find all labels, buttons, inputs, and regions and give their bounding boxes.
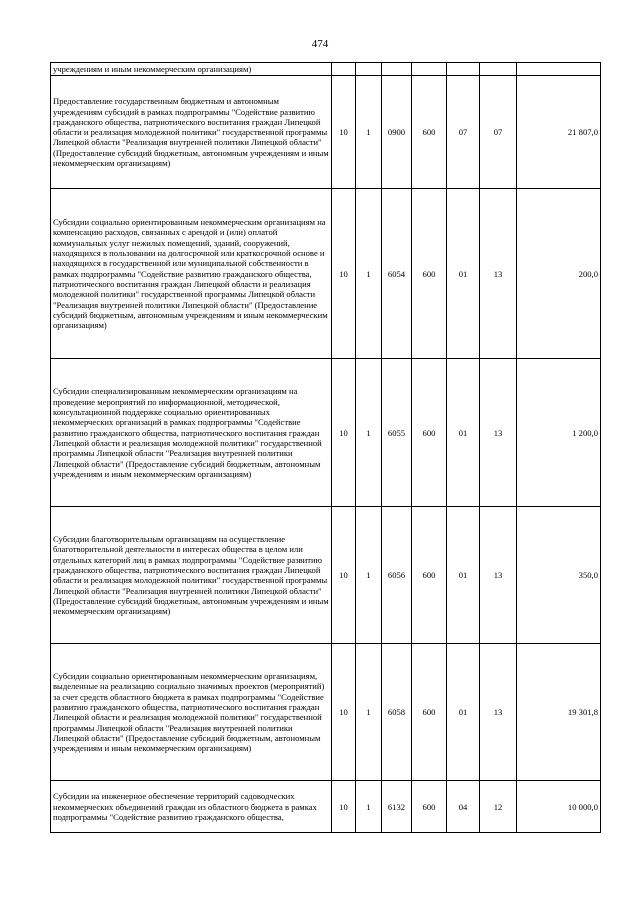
row-description: Субсидии благотворительным организациям на осуществление благотворительной деятельности в интересах общества в целом или отдельных категорий лиц в рамках подпрограммы "Содействие развитию гражданского общества, патриотического воспитания граждан Липецкой области и реализация молодежной политики" государственной программы Липецкой области "Реализация внутренней политики Липецкой области" (Предоставление субсидий бюджетным, автономным учреждениям и иным некоммерческим организациям) xyxy=(51,507,332,644)
cell-rz: 01 xyxy=(447,359,480,507)
row-description: Субсидии социально ориентированным некоммерческим организациям, выделенные на реализацию социально значимых проектов (мероприятий) за счет средств областного бюджета в рамках подпрограммы "Содействие развитию гражданского общества, патриотического воспитания граждан Липецкой области и реализация молодежной политики" государственной программы Липецкой области "Реализация внутренней политики Липецкой области" (Предоставление субсидий бюджетным, автономным учреждениям и иным некоммерческим организациям) xyxy=(51,644,332,781)
cell-code: 6132 xyxy=(382,781,412,833)
cell-amount xyxy=(517,63,601,76)
row-description: учреждениям и иным некоммерческим организациям) xyxy=(51,63,332,76)
cell-rz xyxy=(447,63,480,76)
cell-pz: 07 xyxy=(480,76,517,189)
cell-pr xyxy=(356,63,382,76)
cell-code: 6058 xyxy=(382,644,412,781)
cell-rz: 07 xyxy=(447,76,480,189)
budget-table xyxy=(50,62,601,833)
cell-rz: 01 xyxy=(447,644,480,781)
cell-vr xyxy=(412,63,447,76)
cell-pr: 1 xyxy=(356,781,382,833)
cell-vr: 600 xyxy=(412,507,447,644)
cell-pz: 13 xyxy=(480,507,517,644)
cell-rz: 04 xyxy=(447,781,480,833)
cell-code: 6056 xyxy=(382,507,412,644)
cell-pz: 13 xyxy=(480,644,517,781)
row-description: Предоставление государственным бюджетным и автономным учреждениям субсидий в рамках подпрограммы "Содействие развитию гражданского общества, патриотического воспитания граждан Липецкой области и реализация молодежной политики" государственной программы Липецкой области "Реализация внутренней политики Липецкой области" (Предоставление субсидий бюджетным, автономным учреждениям и иным некоммерческим организациям) xyxy=(51,76,332,189)
cell-vr: 600 xyxy=(412,76,447,189)
cell-rz: 01 xyxy=(447,507,480,644)
cell-pr: 1 xyxy=(356,507,382,644)
row-description: Субсидии на инженерное обеспечение территорий садоводческих некоммерческих объединений граждан из областного бюджета в рамках подпрограммы "Содействие развитию гражданского общества, xyxy=(51,781,332,833)
cell-amount: 200,0 xyxy=(517,189,601,359)
row-description: Субсидии специализированным некоммерческим организациям на проведение мероприятий по информационной, методической, консультационной поддержке социально ориентированных некоммерческих организаций в рамках подпрограммы "Содействие развитию гражданского общества, патриотического воспитания граждан Липецкой области и реализация молодежной политики" государственной программы Липецкой области "Реализация внутренней политики Липецкой области" (Предоставление субсидий бюджетным, автономным учреждениям и иным некоммерческим организациям) xyxy=(51,359,332,507)
cell-amount: 350,0 xyxy=(517,507,601,644)
table-row xyxy=(51,507,601,644)
cell-gr: 10 xyxy=(332,359,356,507)
table-row xyxy=(51,63,601,76)
cell-code: 0900 xyxy=(382,76,412,189)
cell-gr: 10 xyxy=(332,189,356,359)
cell-code: 6054 xyxy=(382,189,412,359)
cell-pz: 13 xyxy=(480,189,517,359)
cell-gr: 10 xyxy=(332,644,356,781)
cell-pr: 1 xyxy=(356,76,382,189)
cell-code: 6055 xyxy=(382,359,412,507)
cell-amount: 19 301,8 xyxy=(517,644,601,781)
cell-amount: 21 807,0 xyxy=(517,76,601,189)
cell-amount: 1 200,0 xyxy=(517,359,601,507)
cell-pz: 13 xyxy=(480,359,517,507)
cell-rz: 01 xyxy=(447,189,480,359)
cell-pz xyxy=(480,63,517,76)
cell-gr: 10 xyxy=(332,507,356,644)
table-row xyxy=(51,644,601,781)
page-number: 474 xyxy=(311,38,329,50)
cell-amount: 10 000,0 xyxy=(517,781,601,833)
table-row xyxy=(51,76,601,189)
cell-pr: 1 xyxy=(356,189,382,359)
cell-vr: 600 xyxy=(412,644,447,781)
cell-vr: 600 xyxy=(412,359,447,507)
table-row xyxy=(51,359,601,507)
row-description: Субсидии социально ориентированным некоммерческим организациям на компенсацию расходов, связанных с арендой и (или) оплатой коммунальных услуг нежилых помещений, зданий, сооружений, находящихся в пользовании на долгосрочной или краткосрочной основе и находящихся в государственной или муниципальной собственности в рамках подпрограммы "Содействие развитию гражданского общества, патриотического воспитания граждан Липецкой области и реализация молодежной политики" государственной программы Липецкой области "Реализация внутренней политики Липецкой области" (Предоставление субсидий бюджетным, автономным учреждениям и иным некоммерческим организациям) xyxy=(51,189,332,359)
cell-vr: 600 xyxy=(412,781,447,833)
cell-code xyxy=(382,63,412,76)
cell-gr: 10 xyxy=(332,76,356,189)
cell-vr: 600 xyxy=(412,189,447,359)
cell-pz: 12 xyxy=(480,781,517,833)
cell-gr: 10 xyxy=(332,781,356,833)
cell-pr: 1 xyxy=(356,359,382,507)
cell-gr xyxy=(332,63,356,76)
table-row xyxy=(51,781,601,833)
table-row xyxy=(51,189,601,359)
cell-pr: 1 xyxy=(356,644,382,781)
